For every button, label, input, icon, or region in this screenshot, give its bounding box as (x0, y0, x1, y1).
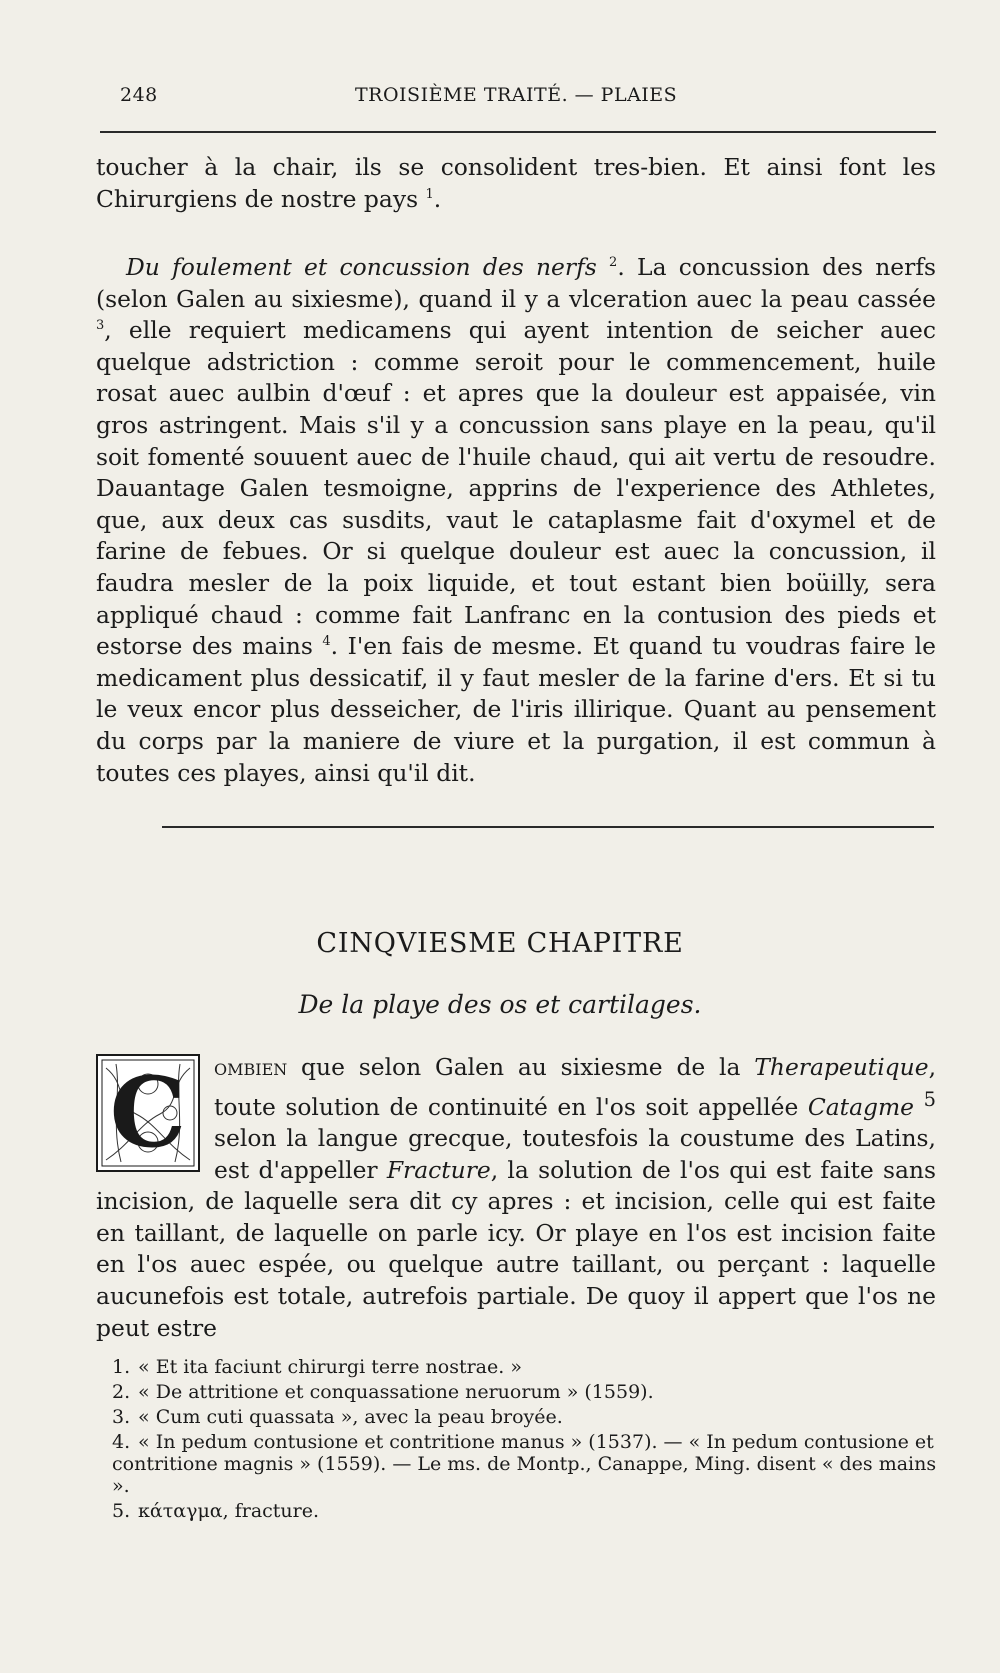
chapter-italic-therapeutique: Therapeutique (754, 1053, 929, 1081)
section-rule (162, 826, 934, 828)
footnotes (92, 1356, 942, 1525)
ornamental-dropcap (96, 1054, 200, 1172)
footnote-text: « Cum cuti quassata », avec la peau broyée. (138, 1406, 563, 1428)
paragraph-1-end: . (433, 184, 442, 213)
paragraph-2-part3: . I'en fais de mesme. Et quand tu voudras faire le medicament plus dessicatif, il y faut mesler de la farine d'ers. Et si tu le veux encor plus desseicher, de l'iris illirique. Quant au pensement du corps par la maniere de viure et la purgation, il est commun à toutes ces playes, ainsi qu'il dit. (96, 632, 936, 787)
footnote-ref-2[interactable]: 2 (609, 255, 618, 270)
chapter-text-c: selon la langue grecque, toutesfois la coustume des Latins, est d'appeller (214, 1123, 936, 1184)
footnote-3 (92, 1406, 942, 1428)
footnote-num: 1. (112, 1356, 131, 1378)
footnote-text: « De attritione et conquassatione neruorum » (1559). (138, 1381, 654, 1403)
footnote-text: « In pedum contusione et contritione manus » (1537). — « In pedum contusione et contritione magnis » (1559). — Le ms. de Montp., Canappe, Ming. disent « des mains ». (112, 1431, 937, 1497)
chapter-body (96, 1052, 936, 1344)
paragraph-2 (96, 252, 936, 789)
dropcap-letter: C (109, 1056, 187, 1169)
footnote-num: 2. (112, 1381, 131, 1403)
paragraph-1-text: toucher à la chair, ils se consolident tres-bien. Et ainsi font les Chirurgiens de nostre pays (96, 153, 936, 213)
section-title-nerfs: Du foulement et concussion des nerfs (126, 253, 597, 281)
chapter-first-word: ombien (214, 1053, 288, 1081)
chapter-text-a: que selon Galen au sixiesme de la (287, 1053, 755, 1081)
footnote-5 (92, 1500, 942, 1522)
chapter-title: CINQVIESME CHAPITRE (316, 928, 684, 959)
footnote-num: 5. (112, 1500, 131, 1522)
footnote-1 (92, 1356, 942, 1378)
chapter-text-b: , toute solution de continuité en l'os soit appellée (214, 1053, 936, 1121)
footnote-2 (92, 1381, 942, 1403)
footnote-num: 3. (112, 1406, 131, 1428)
chapter-text-d: , la solution de l'os qui est faite sans incision, de laquelle sera dit cy apres : et incision, celle qui est faite en taillant, de laquelle on parle icy. Or playe en l'os est incision faite en l'os auec espée, ou quelque autre taillant, ou perçant : laquelle aucunefois est totale, autrefois partiale. De quoy il appert que l'os ne peut estre (96, 1155, 936, 1342)
footnote-text: « Et ita faciunt chirurgi terre nostrae. » (138, 1356, 522, 1378)
chapter-subtitle: De la playe des os et cartilages. (298, 990, 702, 1019)
footnote-text: κάταγμα, fracture. (138, 1500, 320, 1522)
footnote-num: 4. (112, 1431, 131, 1453)
paragraph-2-part2: , elle requiert medicamens qui ayent intention de seicher auec quelque adstriction : comme seroit pour le commencement, huile rosat auec aulbin d'œuf : et apres que la douleur est appaisée, vin gros astringent. Mais s'il y a concussion sans playe en la peau, qu'il soit fomenté souuent auec de l'huile chaud, qui ait vertu de resoudre. Dauantage Galen tesmoigne, apprins de l'experience des Athletes, que, aux deux cas susdits, vaut le cataplasme fait d'oxymel et de farine de febues. Or si quelque douleur est auec la concussion, il faudra mesler de la poix liquide, et tout estant bien boüilly, sera appliqué chaud : comme fait Lanfranc en la contusion des pieds et estorse des mains (96, 316, 936, 661)
footnote-4 (92, 1431, 942, 1497)
page-number: 248 (120, 84, 158, 106)
footnote-ref-5[interactable]: 5 (923, 1087, 936, 1111)
footnote-ref-1[interactable]: 1 (425, 186, 434, 202)
chapter-italic-fracture: Fracture (386, 1155, 491, 1184)
chapter-italic-catagme: Catagme (807, 1092, 915, 1121)
running-title: TROISIÈME TRAITÉ. — PLAIES (355, 84, 678, 106)
footnote-ref-4[interactable]: 4 (322, 634, 331, 650)
footnote-ref-3[interactable]: 3 (96, 318, 105, 334)
paragraph-1 (96, 152, 936, 215)
header-rule (100, 131, 936, 133)
paragraph-2-part1: . La concussion des nerfs (selon Galen au sixiesme), quand il y a vlceration auec la peau cassée (96, 253, 936, 313)
